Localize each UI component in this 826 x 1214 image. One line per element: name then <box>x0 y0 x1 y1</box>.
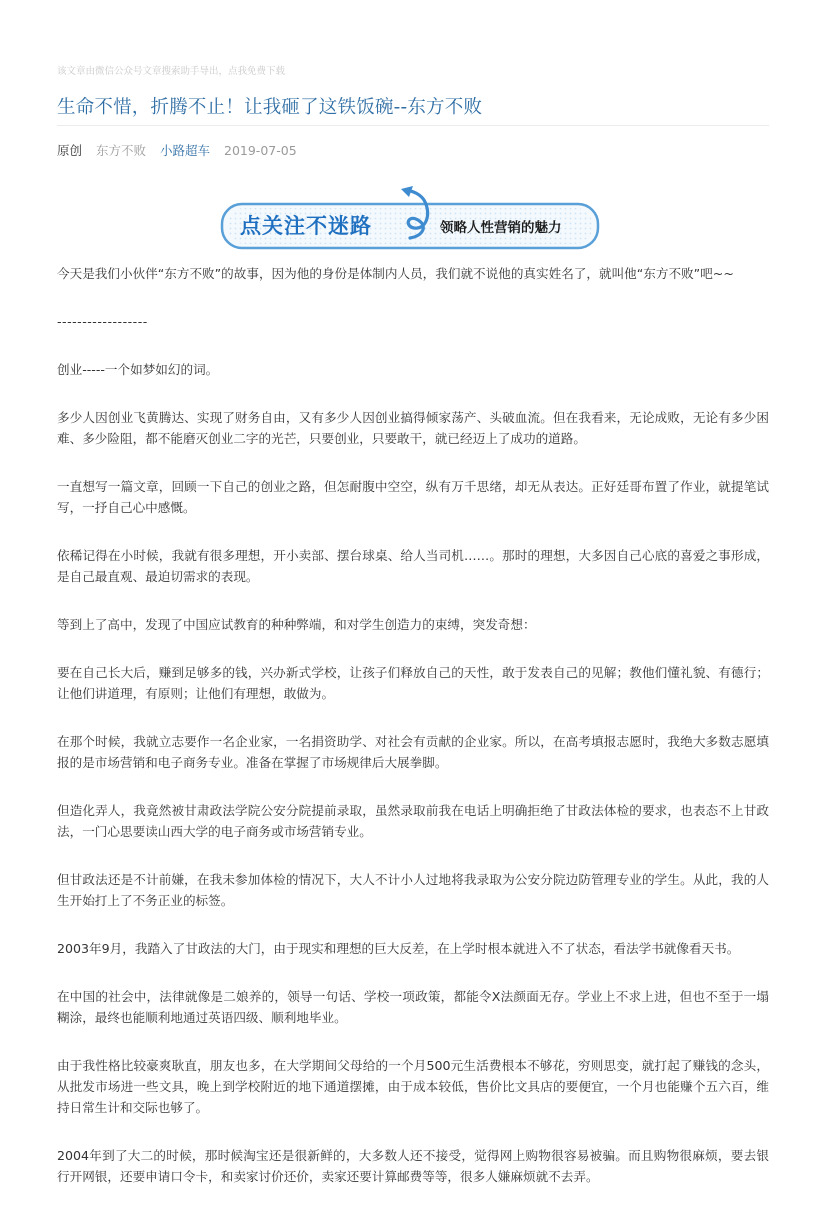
export-note-link[interactable]: 该文章由微信公众号文章搜索助手导出，点我免费下载 <box>57 66 286 77</box>
paragraph: 2003年9月，我踏入了甘政法的大门，由于现实和理想的巨大反差，在上学时根本就进入不了状态，看法学书就像看天书。 <box>57 941 740 956</box>
paragraph: 要在自己长大后，赚到足够多的钱，兴办新式学校，让孩子们释放自己的天性，敢于发表自己的见解；教他们懂礼貌、有德行；让他们讲道理，有原则；让他们有理想，敢做为。 <box>57 665 769 701</box>
title-divider <box>57 125 769 126</box>
article-title: 生命不惜，折腾不止！让我砸了这铁饭碗--东方不败 <box>57 97 483 118</box>
banner-left-text: 点关注不迷路 <box>240 214 372 238</box>
paragraph: 多少人因创业飞黄腾达、实现了财务自由，又有多少人因创业搞得倾家荡产、头破血流。但在我看来，无论成败，无论有多少困难、多少险阻，都不能磨灭创业二字的光芒，只要创业，只要敢干，就已经迈上了成功的道路。 <box>57 410 769 446</box>
author-link[interactable]: 小路超车 <box>160 143 211 158</box>
paragraph: 2004年到了大二的时候，那时候淘宝还是很新鲜的，大多数人还不接受，觉得网上购物很容易被骗。而且购物很麻烦，要去银行开网银，还要申请口令卡，和卖家讨价还价，卖家还要计算邮费等等，很多人嫌麻烦就不去弄。 <box>57 1148 769 1184</box>
paragraph: 一直想写一篇文章，回顾一下自己的创业之路，但怎耐腹中空空，纵有万千思绪，却无从表达。正好廷哥布置了作业，就提笔试写，一抒自己心中感慨。 <box>57 479 769 515</box>
paragraph: 在那个时候，我就立志要作一名企业家，一名捐资助学、对社会有贡献的企业家。所以，在高考填报志愿时，我绝大多数志愿填报的是市场营销和电子商务专业。准备在掌握了市场规律后大展拳脚。 <box>57 734 769 770</box>
article-body <box>57 263 769 1214</box>
separator-line: ------------------ <box>57 314 148 329</box>
follow-banner <box>218 186 603 252</box>
account-name: 东方不败 <box>96 143 147 158</box>
publish-date: 2019-07-05 <box>224 143 297 158</box>
paragraph: 在中国的社会中，法律就像是二娘养的，领导一句话、学校一项政策，都能令X法颜面无存。学业上不求上进，但也不至于一塌糊涂，最终也能顺利地通过英语四级、顺利地毕业。 <box>57 989 769 1025</box>
paragraph: 创业-----一个如梦如幻的词。 <box>57 362 219 377</box>
article-meta <box>57 141 307 159</box>
original-tag: 原创 <box>57 143 83 158</box>
paragraph: 但甘政法还是不计前嫌，在我未参加体检的情况下，大人不计小人过地将我录取为公安分院边防管理专业的学生。从此，我的人生开始打上了不务正业的标签。 <box>57 872 769 908</box>
paragraph: 由于我性格比较豪爽耿直，朋友也多，在大学期间父母给的一个月500元生活费根本不够花，穷则思变，就打起了赚钱的念头，从批发市场进一些文具，晚上到学校附近的地下通道摆摊，由于成本较低，售价比文具店的要便宜，一个月也能赚个五六百，维持日常生计和交际也够了。 <box>57 1058 769 1115</box>
banner-right-text: 领略人性营销的魅力 <box>440 220 562 236</box>
paragraph: 但造化弄人，我竟然被甘肃政法学院公安分院提前录取，虽然录取前我在电话上明确拒绝了甘政法体检的要求，也表态不上甘政法，一门心思要读山西大学的电子商务或市场营销专业。 <box>57 803 769 839</box>
paragraph: 等到上了高中，发现了中国应试教育的种种弊端，和对学生创造力的束缚，突发奇想： <box>57 617 536 632</box>
paragraph: 今天是我们小伙伴“东方不败”的故事，因为他的身份是体制内人员，我们就不说他的真实姓名了，就叫他“东方不败”吧~~ <box>57 266 734 281</box>
paragraph: 依稀记得在小时候，我就有很多理想，开小卖部、摆台球桌、给人当司机……。那时的理想，大多因自己心底的喜爱之事形成，是自己最直观、最迫切需求的表现。 <box>57 548 769 584</box>
